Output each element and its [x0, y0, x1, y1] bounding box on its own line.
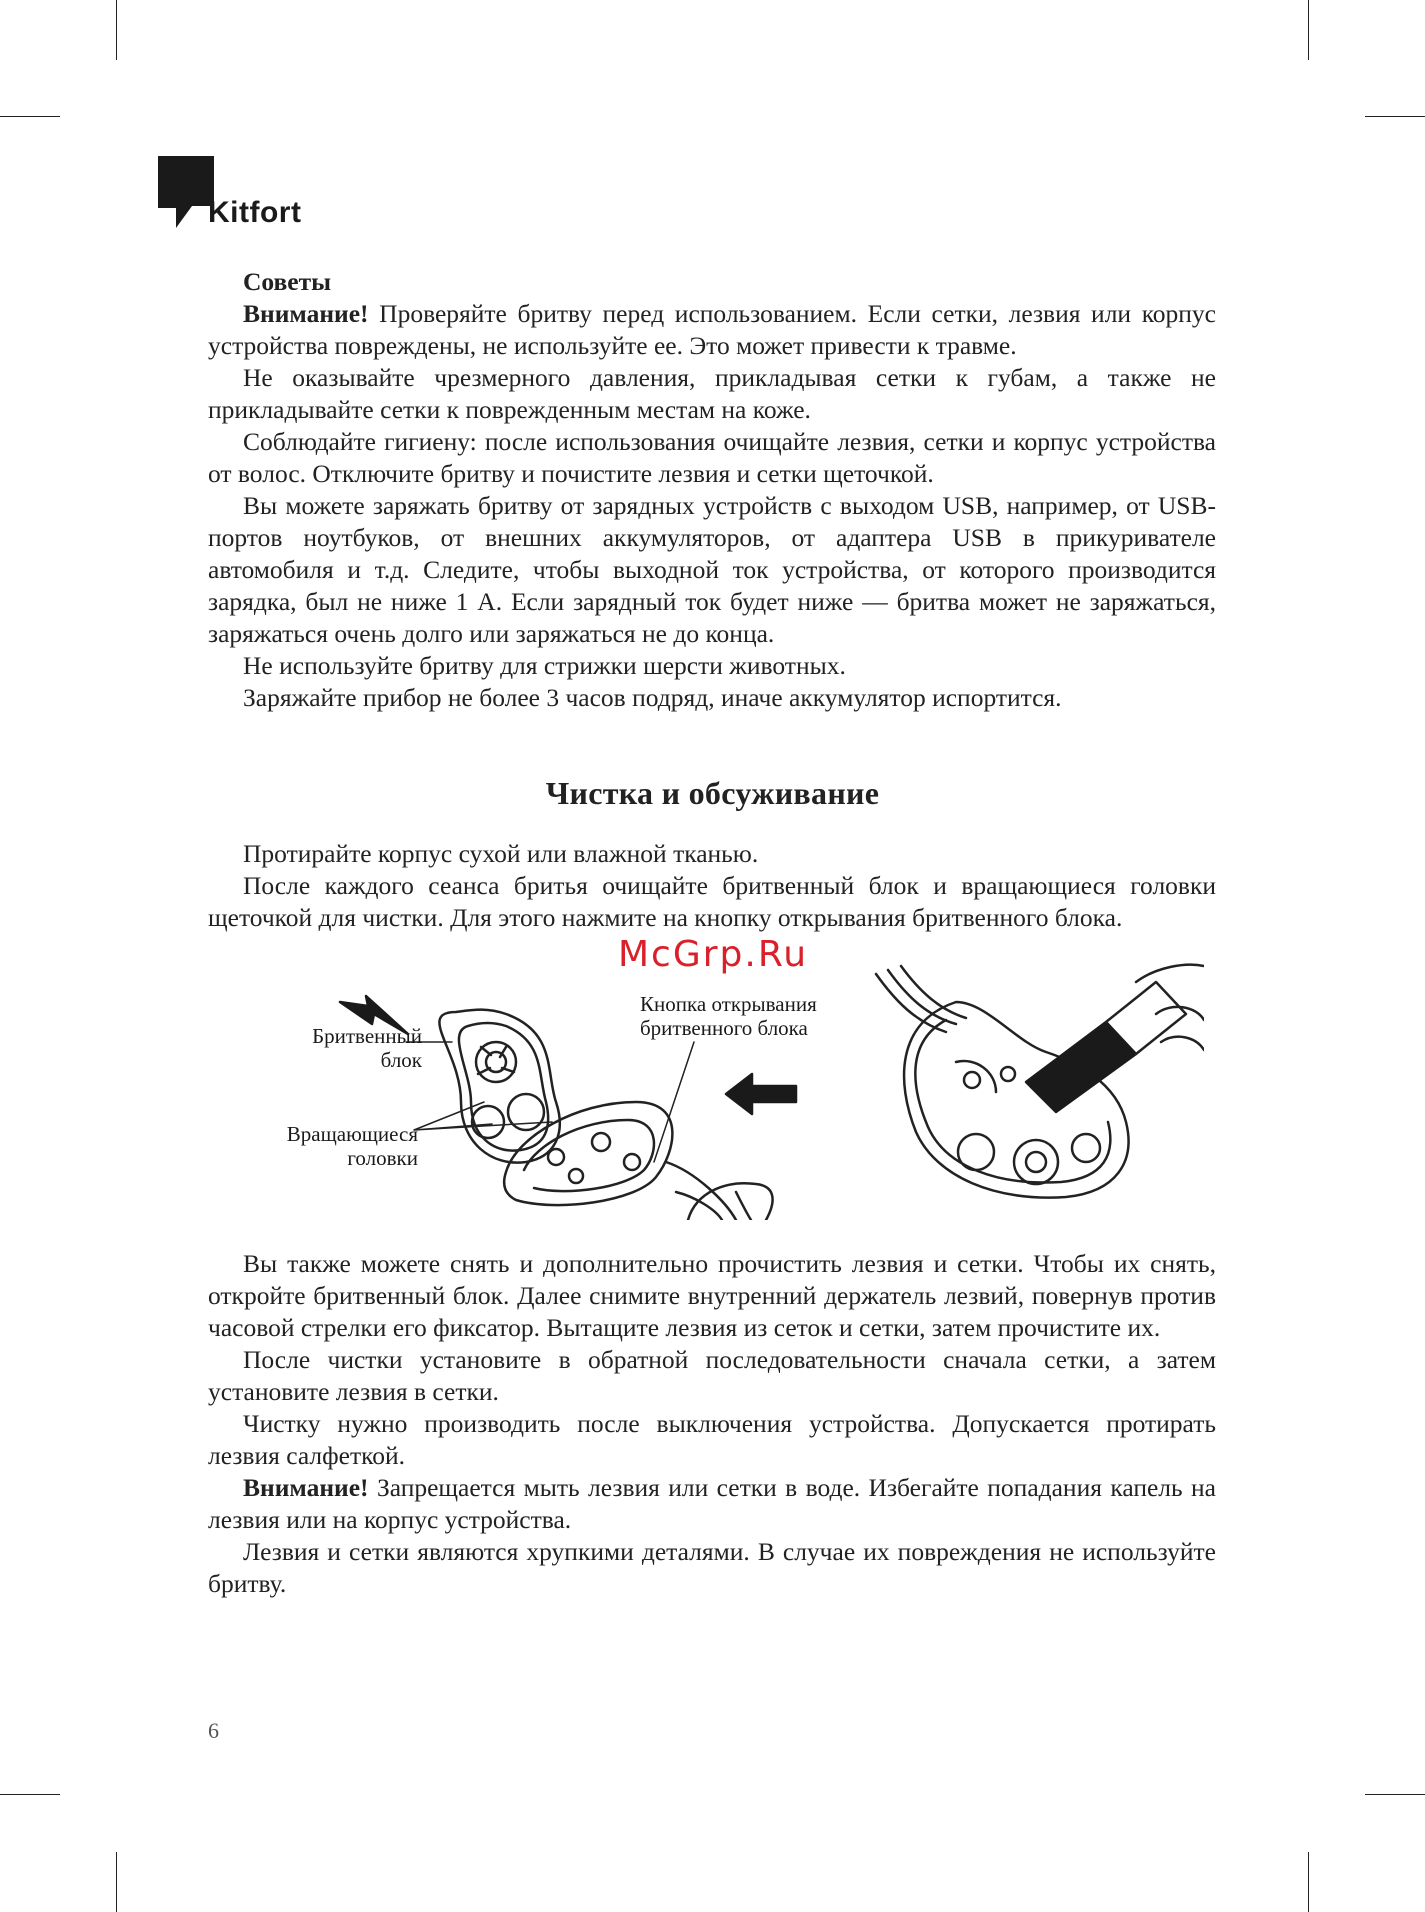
cleaning-paragraph: Вы также можете снять и дополнительно прочистить лезвия и сетки. Чтобы их снять, откройте бритвенный блок. Далее снимите внутренний держатель лезвий, повернув против часовой стрелки его фиксатор. Вытащите лезвия из сеток и сетки, затем прочистите их.	[208, 1249, 1216, 1342]
crop-mark	[116, 1852, 117, 1912]
tips-paragraph: Не оказывайте чрезмерного давления, прикладывая сетки к губам, а также не прикладывайте сетки к поврежденным местам на коже.	[208, 363, 1216, 424]
crop-mark	[1308, 0, 1309, 60]
cleaning-warning	[208, 1472, 1216, 1536]
label-line: Бритвенный	[312, 1024, 422, 1048]
warning-text: Проверяйте бритву перед использованием. Если сетки, лезвия или корпус устройства повреждены, не используйте ее. Это может привести к травме.	[208, 299, 1216, 360]
warning-label: Внимание!	[243, 299, 369, 328]
cleaning-paragraph: После чистки установите в обратной последовательности сначала сетки, а затем установите лезвия в сетки.	[208, 1345, 1216, 1406]
label-line: Вращающиеся	[286, 1122, 418, 1146]
brand-mark-icon	[158, 156, 214, 228]
label-line: головки	[347, 1146, 418, 1170]
label-line: блок	[380, 1048, 422, 1072]
label-line: Кнопка открывания	[640, 992, 817, 1016]
tips-section	[208, 266, 1216, 714]
tips-paragraph: Не используйте бритву для стрижки шерсти животных.	[243, 651, 846, 680]
brand-name: Kitfort	[208, 196, 302, 229]
crop-mark	[0, 116, 60, 117]
label-line: бритвенного блока	[640, 1016, 808, 1040]
cleaning-paragraph: Лезвия и сетки являются хрупкими деталями. В случае их повреждения не используйте бритву.	[208, 1537, 1216, 1598]
page-number: 6	[208, 1718, 219, 1743]
crop-mark	[1365, 116, 1425, 117]
brand-logo	[158, 156, 318, 236]
crop-mark	[116, 0, 117, 60]
cleaning-paragraph: Чистку нужно производить после выключения устройства. Допускается протирать лезвия салфеткой.	[208, 1409, 1216, 1470]
cleaning-paragraph: После каждого сеанса бритья очищайте бритвенный блок и вращающиеся головки щеточкой для чистки. Для этого нажмите на кнопку открывания бритвенного блока.	[208, 871, 1216, 932]
warning-label: Внимание!	[243, 1473, 369, 1502]
tips-paragraph: Вы можете заряжать бритву от зарядных устройств с выходом USB, например, от USB-портов ноутбуков, от внешних аккумуляторов, от адаптера USB в прикуривателе автомобиля и т.д. Следите, чтобы выходной ток устройства, от которого производится зарядка, был не ниже 1 А. Если зарядный ток будет ниже — бритва может не заряжаться, заряжаться очень долго или заряжаться не до конца.	[208, 491, 1216, 648]
shaver-illustration	[256, 962, 1204, 1220]
cleaning-paragraph: Протирайте корпус сухой или влажной тканью.	[243, 839, 759, 868]
cleaning-details	[208, 1248, 1216, 1600]
tips-paragraph: Заряжайте прибор не более 3 часов подряд, иначе аккумулятор испортится.	[243, 683, 1062, 712]
tips-paragraph: Соблюдайте гигиену: после использования очищайте лезвия, сетки и корпус устройства от волос. Отключите бритву и почистите лезвия и сетки щеточкой.	[208, 427, 1216, 488]
warning-text: Запрещается мыть лезвия или сетки в воде. Избегайте попадания капель на лезвия или на корпус устройства.	[208, 1473, 1216, 1534]
section-title: Чистка и обсуживание	[545, 775, 880, 811]
label-open-button	[640, 992, 860, 1040]
cleaning-intro	[208, 838, 1216, 934]
crop-mark	[1365, 1794, 1425, 1795]
crop-mark	[1308, 1852, 1309, 1912]
label-rotating-heads	[256, 1122, 418, 1170]
watermark: McGrp.Ru	[618, 934, 809, 975]
tips-heading: Советы	[243, 267, 332, 296]
crop-mark	[0, 1794, 60, 1795]
label-shaving-block	[272, 1024, 422, 1072]
tips-warning	[208, 298, 1216, 362]
